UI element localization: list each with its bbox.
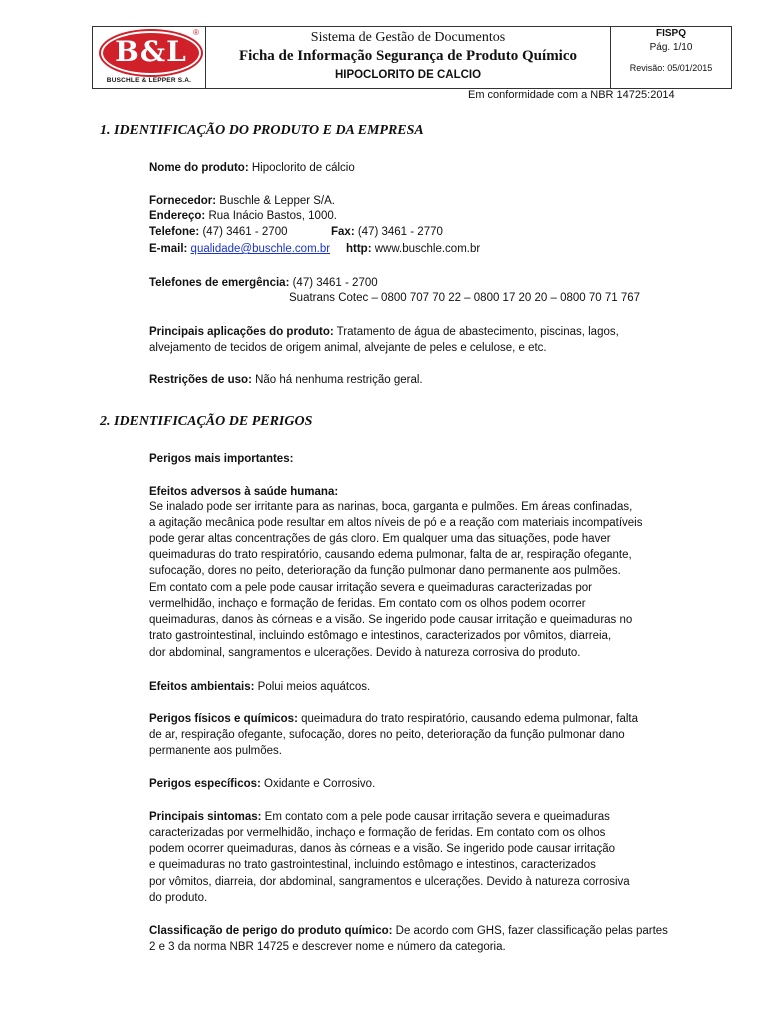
doc-code: FISPQ (655, 28, 686, 39)
physchem-line (149, 712, 638, 727)
fax-value: (47) 3461 - 2770 (354, 226, 443, 238)
applications-value: Tratamento de água de abastecimento, piscinas, lagos, (333, 326, 619, 338)
supplier-value: Buschle & Lepper S/A. (216, 195, 335, 207)
symptoms-line: e queimaduras no trato gastrointestinal, incluindo estômago e intestinos, caracterizados (149, 859, 596, 871)
supplier-label: Fornecedor: (149, 195, 217, 207)
specific-hazards-line (149, 777, 375, 792)
logo-company-name: BUSCHLE & LEPPER S.A. (106, 77, 192, 84)
restrictions-label: Restrições de uso: (149, 374, 252, 386)
classification-line-2: 2 e 3 da norma NBR 14725 e descrever nome e número da categoria. (149, 941, 506, 953)
health-line: Em contato com a pele pode causar irritação severa e queimaduras caracterizadas por (149, 582, 592, 594)
address-line (149, 209, 337, 224)
restrictions-line (149, 373, 423, 388)
applications-label: Principais aplicações do produto: (149, 326, 334, 338)
emergency-line (149, 276, 378, 291)
health-line: a agitação mecânica pode resultar em altos níveis de pó e a reação com materiais incompatíveis (149, 517, 643, 529)
specific-hazards-value: Oxidante e Corrosivo. (260, 778, 376, 790)
emergency-label: Telefones de emergência: (149, 277, 290, 289)
symptoms-line: caracterizadas por vermelhidão, inchaço e formação de feridas. Em contato com os olhos (149, 827, 606, 839)
health-line: queimaduras do trato respiratório, causando edema pulmonar, falta de ar, respiração ofegante, (149, 549, 632, 561)
http-label: http: (346, 243, 372, 255)
section-2-heading: 2. IDENTIFICAÇÃO DE PERIGOS (100, 414, 313, 429)
applications-line-2: alvejamento de tecidos de origem animal, alvejante de peles e celulose, e etc. (149, 342, 547, 354)
main-hazards-label: Perigos mais importantes: (149, 453, 294, 465)
health-line: sufocação, dores no peito, deterioração da função pulmonar dano permanente aos pulmões. (149, 565, 621, 577)
email-label: E-mail: (149, 243, 188, 255)
phone-value: (47) 3461 - 2700 (199, 226, 288, 238)
health-line: vermelhidão, inchaço e formação de feridas. Em contato com os olhos podem ocorrer (149, 598, 586, 610)
conformity-note: Em conformidade com a NBR 14725:2014 (468, 89, 675, 101)
phone-label: Telefone: (149, 226, 200, 238)
physchem-label: Perigos físicos e químicos: (149, 713, 298, 725)
classification-value: De acordo com GHS, fazer classificação pelas partes (392, 925, 668, 937)
environmental-line (149, 680, 370, 695)
section-1-heading: 1. IDENTIFICAÇÃO DO PRODUTO E DA EMPRESA (100, 123, 424, 138)
specific-hazards-label: Perigos específicos: (149, 778, 261, 790)
health-effects-label: Efeitos adversos à saúde humana: (149, 486, 339, 498)
classification-line (149, 924, 668, 939)
product-name-label: Nome do produto: (149, 162, 249, 174)
symptoms-line: podem ocorrer queimaduras, danos às córneas e a visão. Se ingerido pode causar irritação (149, 843, 616, 855)
product-title: HIPOCLORITO DE CALCIO (334, 69, 482, 81)
physchem-line: permanente aos pulmões. (149, 745, 282, 757)
page-number: Pág. 1/10 (649, 42, 693, 53)
restrictions-value: Não há nenhuma restrição geral. (251, 374, 423, 386)
meta-cell (611, 27, 731, 88)
physchem-value: queimadura do trato respiratório, causando edema pulmonar, falta (297, 713, 638, 725)
company-logo (101, 31, 201, 75)
document-title: Ficha de Informação Segurança de Produto Químico (238, 48, 578, 64)
address-label: Endereço: (149, 210, 206, 222)
symptoms-line: por vômitos, diarreia, dor abdominal, sangramentos e ulcerações. Devido à natureza corrosiva (149, 876, 630, 888)
health-line: pode gerar altas concentrações de gás cloro. Em qualquer uma das situações, pode haver (149, 533, 611, 545)
health-line: queimaduras, danos às córneas e a visão. Se ingerido pode causar irritação e queimaduras no (149, 614, 633, 626)
phone-line (149, 225, 288, 240)
email-line (149, 242, 330, 257)
supplier-line (149, 194, 335, 209)
symptoms-line: do produto. (149, 892, 208, 904)
symptoms-line (149, 810, 610, 825)
emergency-value: (47) 3461 - 2700 (289, 277, 378, 289)
address-value: Rua Inácio Bastos, 1000. (205, 210, 337, 222)
http-value: www.buschle.com.br (371, 243, 481, 255)
health-line: dor abdominal, sangramentos e ulcerações. Devido à natureza corrosiva do produto. (149, 647, 581, 659)
revision-date: Revisão: 05/01/2015 (629, 63, 713, 73)
document-header (92, 26, 732, 89)
http-line (346, 242, 480, 257)
fax-line (331, 225, 443, 240)
logo-text: B&L (115, 35, 187, 68)
title-cell (206, 27, 611, 88)
applications-line (149, 325, 619, 340)
physchem-line: de ar, respiração ofegante, sufocação, dores no peito, deterioração da função pulmonar dano (149, 729, 625, 741)
symptoms-label: Principais sintomas: (149, 811, 262, 823)
health-line: Se inalado pode ser irritante para as narinas, boca, garganta e pulmões. Em áreas confinadas, (149, 501, 633, 513)
symptoms-value: Em contato com a pele pode causar irritação severa e queimaduras (261, 811, 610, 823)
fax-label: Fax: (331, 226, 355, 238)
product-name-line (149, 161, 355, 176)
logo-cell (93, 27, 206, 88)
health-line: trato gastrointestinal, incluindo estômago e intestinos, caracterizados por vômitos, diarreia, (149, 630, 612, 642)
classification-label: Classificação de perigo do produto químico: (149, 925, 393, 937)
environmental-label: Efeitos ambientais: (149, 681, 255, 693)
emergency-line-2: Suatrans Cotec – 0800 707 70 22 – 0800 17 20 20 – 0800 70 71 767 (289, 292, 641, 304)
system-title: Sistema de Gestão de Documentos (310, 30, 506, 45)
environmental-value: Polui meios aquátcos. (254, 681, 371, 693)
email-link[interactable]: qualidade@buschle.com.br (190, 243, 331, 255)
product-name-value: Hipoclorito de cálcio (248, 162, 355, 174)
registered-mark: ® (193, 28, 199, 37)
